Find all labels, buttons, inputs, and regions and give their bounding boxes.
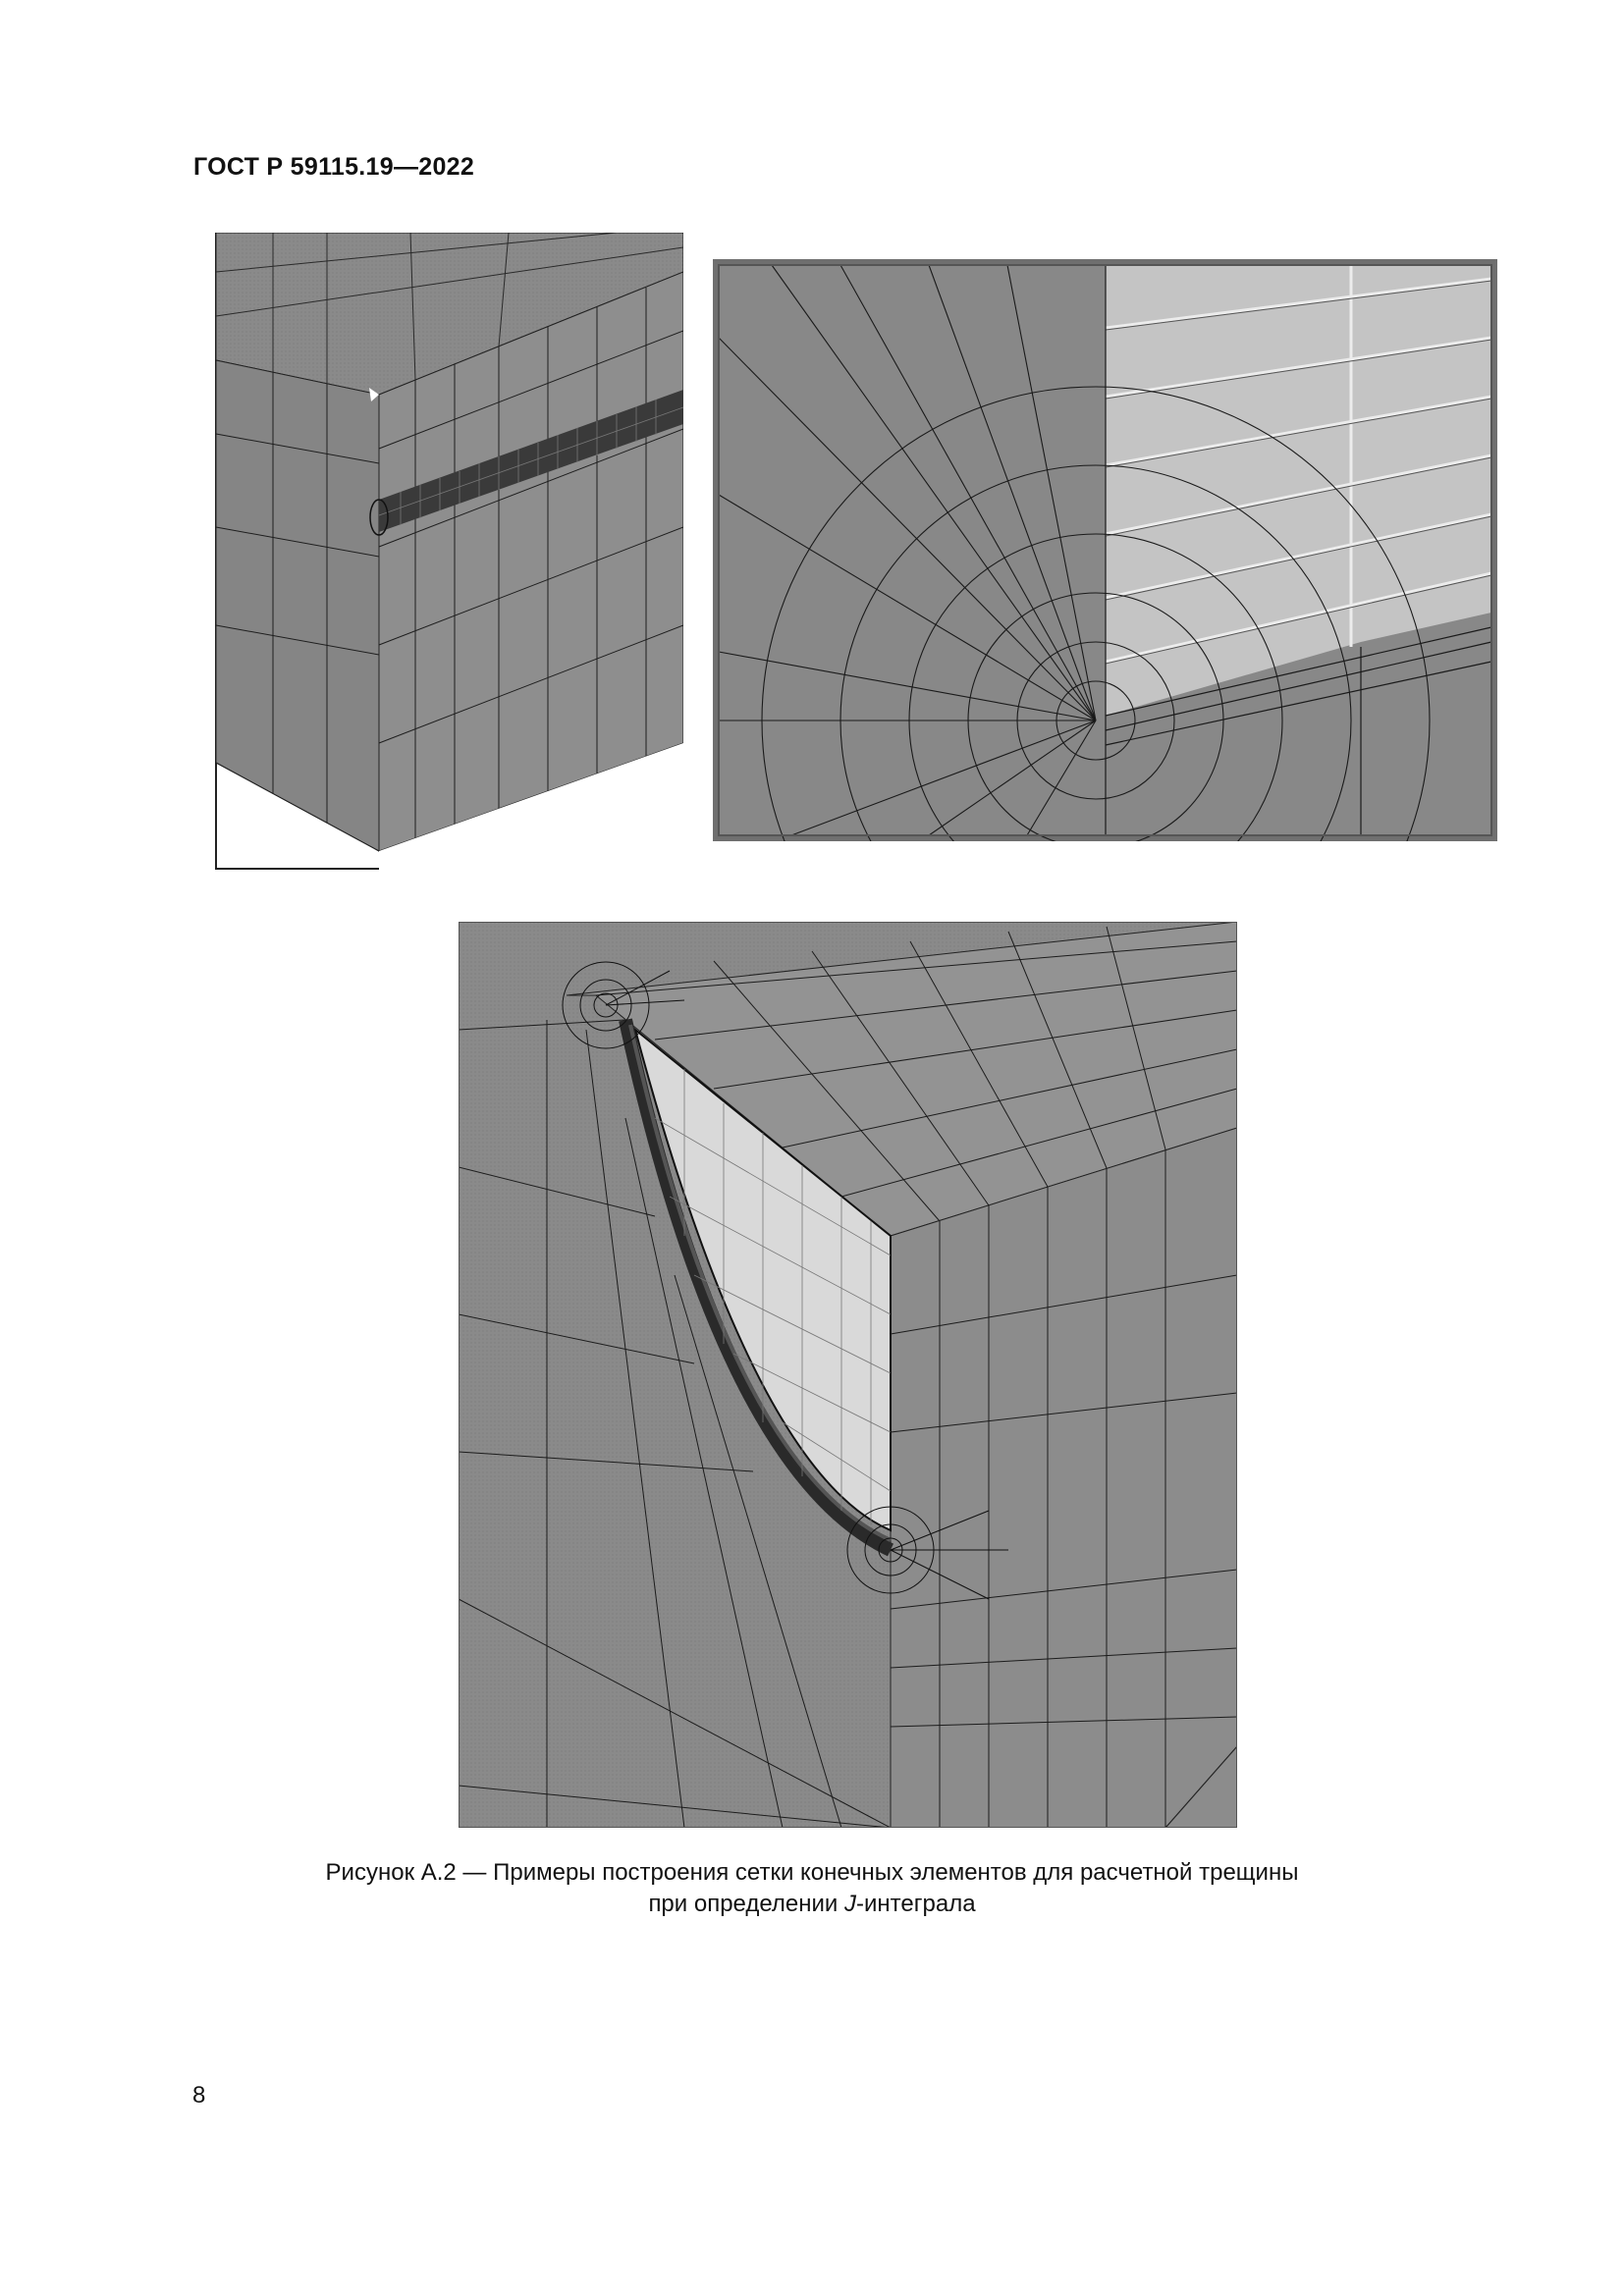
mesh-closeup-svg [713,259,1497,841]
caption-line-2-start: при определении [648,1891,845,1917]
mesh-corner-crack-svg [459,922,1237,1828]
caption-line-2-end: -интеграла [856,1891,976,1917]
figure-caption [295,1857,1329,1920]
caption-j-symbol: J [844,1891,857,1917]
caption-line-2 [295,1889,1329,1920]
mesh-corner-crack-image [459,922,1237,1828]
mesh-overview-image [214,233,683,870]
document-header: ГОСТ Р 59115.19—2022 [193,153,475,181]
mesh-overview-svg [214,233,683,870]
caption-line-1: Рисунок А.2 — Примеры построения сетки конечных элементов для расчетной трещины [325,1859,1299,1886]
page-number: 8 [192,2082,206,2109]
mesh-crack-tip-closeup-image [713,259,1497,841]
